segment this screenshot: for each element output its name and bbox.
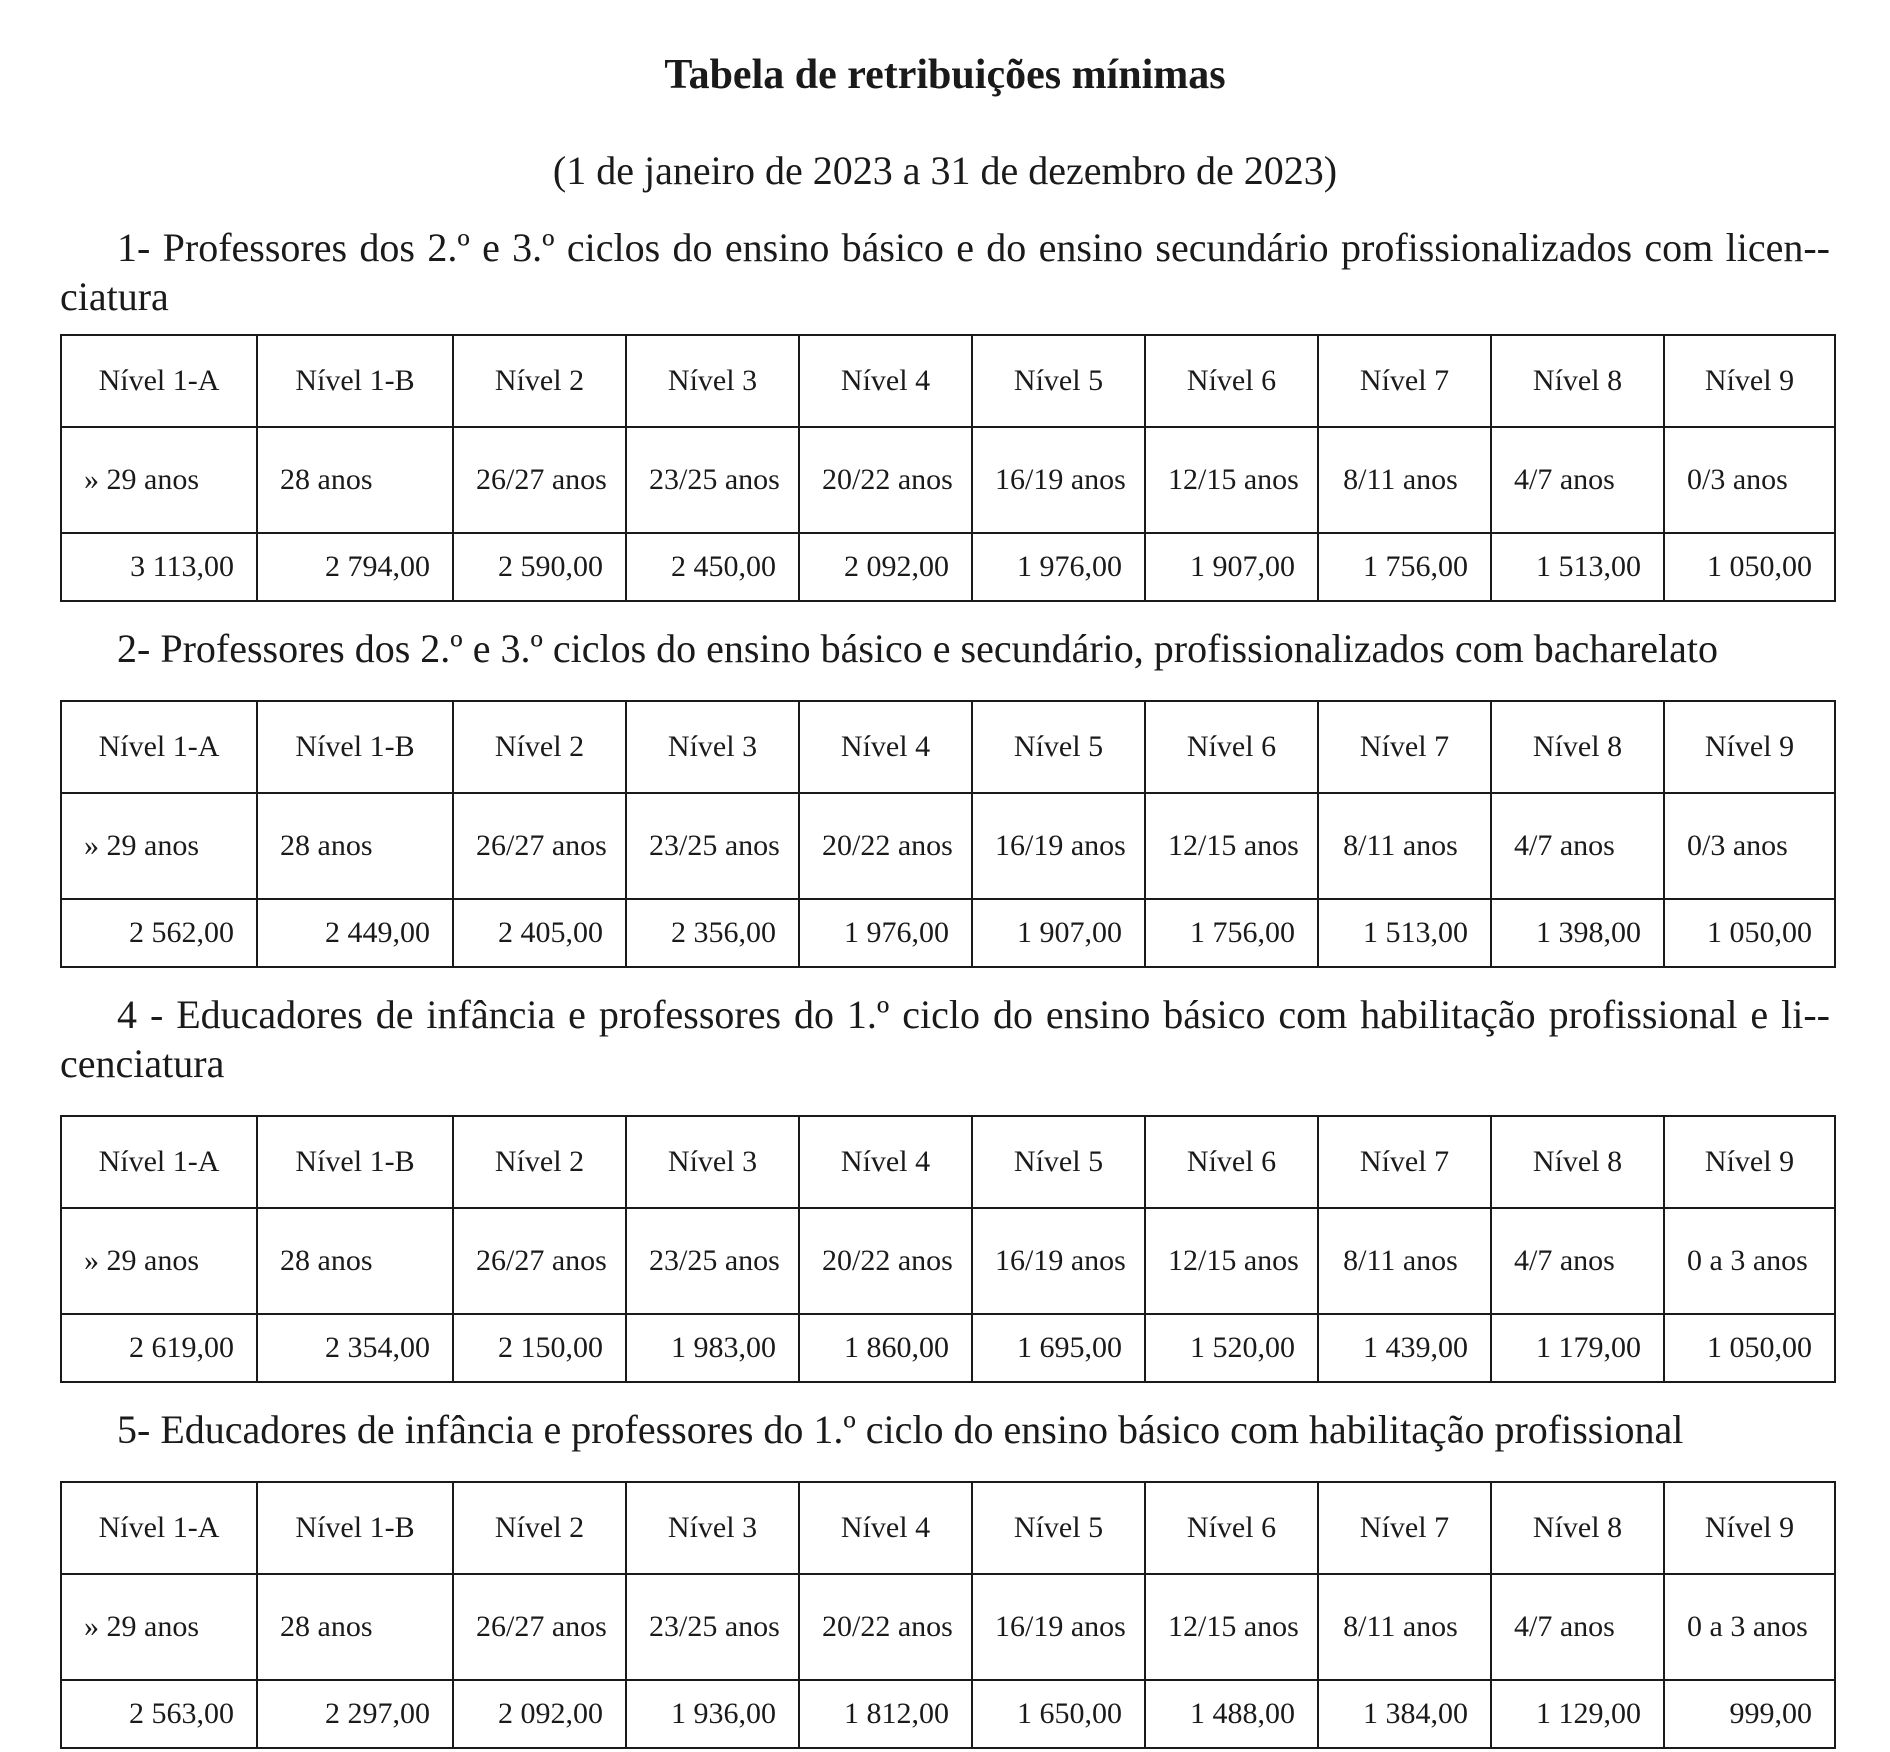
table-row-values <box>61 533 1835 601</box>
value-cell: 1 756,00 <box>1145 899 1318 967</box>
years-cell: 4/7 anos <box>1491 1574 1664 1680</box>
salary-table-4 <box>60 1115 1836 1383</box>
section-heading-4-text: 4 - Educadores de infância e professores do 1.º ciclo do ensino básico com habilitação profissional e li-cenciatura <box>60 992 1830 1086</box>
value-cell: 1 976,00 <box>799 899 972 967</box>
years-cell: » 29 anos <box>61 427 257 533</box>
level-cell: Nível 9 <box>1664 335 1835 427</box>
years-cell: 8/11 anos <box>1318 793 1491 899</box>
level-cell: Nível 8 <box>1491 701 1664 793</box>
years-cell: 0 a 3 anos <box>1664 1574 1835 1680</box>
value-cell: 1 050,00 <box>1664 899 1835 967</box>
table-row-values <box>61 1314 1835 1382</box>
value-cell: 2 150,00 <box>453 1314 626 1382</box>
years-cell: 26/27 anos <box>453 1208 626 1314</box>
years-cell: » 29 anos <box>61 793 257 899</box>
years-cell: 23/25 anos <box>626 1208 799 1314</box>
value-cell: 2 297,00 <box>257 1680 453 1748</box>
level-cell: Nível 5 <box>972 1116 1145 1208</box>
level-cell: Nível 6 <box>1145 335 1318 427</box>
salary-table-1 <box>60 334 1836 602</box>
value-cell: 1 756,00 <box>1318 533 1491 601</box>
years-cell: 23/25 anos <box>626 793 799 899</box>
level-cell: Nível 3 <box>626 335 799 427</box>
years-cell: 0/3 anos <box>1664 793 1835 899</box>
level-cell: Nível 2 <box>453 701 626 793</box>
table-row-years <box>61 793 1835 899</box>
years-cell: 20/22 anos <box>799 427 972 533</box>
years-cell: 12/15 anos <box>1145 1574 1318 1680</box>
section-heading-5 <box>60 1405 1830 1454</box>
value-cell: 999,00 <box>1664 1680 1835 1748</box>
level-cell: Nível 6 <box>1145 701 1318 793</box>
value-cell: 2 405,00 <box>453 899 626 967</box>
years-cell: 20/22 anos <box>799 793 972 899</box>
years-cell: 26/27 anos <box>453 427 626 533</box>
table-row-values <box>61 1680 1835 1748</box>
value-cell: 3 113,00 <box>61 533 257 601</box>
years-cell: 4/7 anos <box>1491 427 1664 533</box>
level-cell: Nível 8 <box>1491 1116 1664 1208</box>
section-heading-1-text: 1- Professores dos 2.º e 3.º ciclos do ensino básico e do ensino secundário profissionalizados com licen-ciatura <box>60 225 1830 319</box>
value-cell: 1 983,00 <box>626 1314 799 1382</box>
value-cell: 1 650,00 <box>972 1680 1145 1748</box>
years-cell: 28 anos <box>257 1574 453 1680</box>
level-cell: Nível 4 <box>799 1482 972 1574</box>
salary-table-2 <box>60 700 1836 968</box>
level-cell: Nível 1-B <box>257 335 453 427</box>
table-row-levels <box>61 1482 1835 1574</box>
years-cell: 4/7 anos <box>1491 793 1664 899</box>
years-cell: 28 anos <box>257 427 453 533</box>
level-cell: Nível 6 <box>1145 1482 1318 1574</box>
level-cell: Nível 8 <box>1491 335 1664 427</box>
value-cell: 2 354,00 <box>257 1314 453 1382</box>
value-cell: 2 794,00 <box>257 533 453 601</box>
salary-table-5 <box>60 1481 1836 1749</box>
level-cell: Nível 4 <box>799 1116 972 1208</box>
table-row-years <box>61 1208 1835 1314</box>
years-cell: 20/22 anos <box>799 1574 972 1680</box>
value-cell: 2 356,00 <box>626 899 799 967</box>
section-heading-2-text: 2- Professores dos 2.º e 3.º ciclos do ensino básico e secundário, profissionalizados com bacharelato <box>117 626 1719 671</box>
value-cell: 1 488,00 <box>1145 1680 1318 1748</box>
value-cell: 1 520,00 <box>1145 1314 1318 1382</box>
years-cell: 16/19 anos <box>972 1208 1145 1314</box>
level-cell: Nível 1-A <box>61 335 257 427</box>
level-cell: Nível 7 <box>1318 1116 1491 1208</box>
years-cell: 28 anos <box>257 793 453 899</box>
level-cell: Nível 9 <box>1664 701 1835 793</box>
years-cell: 8/11 anos <box>1318 1574 1491 1680</box>
years-cell: 16/19 anos <box>972 1574 1145 1680</box>
table-row-years <box>61 427 1835 533</box>
years-cell: 0 a 3 anos <box>1664 1208 1835 1314</box>
value-cell: 1 860,00 <box>799 1314 972 1382</box>
value-cell: 1 907,00 <box>1145 533 1318 601</box>
section-heading-2 <box>60 624 1830 673</box>
years-cell: 23/25 anos <box>626 427 799 533</box>
value-cell: 1 398,00 <box>1491 899 1664 967</box>
value-cell: 1 050,00 <box>1664 533 1835 601</box>
years-cell: 12/15 anos <box>1145 427 1318 533</box>
section-heading-5-text: 5- Educadores de infância e professores do 1.º ciclo do ensino básico com habilitação profissional <box>117 1407 1684 1452</box>
level-cell: Nível 5 <box>972 701 1145 793</box>
years-cell: » 29 anos <box>61 1208 257 1314</box>
value-cell: 1 384,00 <box>1318 1680 1491 1748</box>
level-cell: Nível 4 <box>799 701 972 793</box>
years-cell: 4/7 anos <box>1491 1208 1664 1314</box>
level-cell: Nível 9 <box>1664 1482 1835 1574</box>
years-cell: 23/25 anos <box>626 1574 799 1680</box>
level-cell: Nível 1-B <box>257 1116 453 1208</box>
level-cell: Nível 6 <box>1145 1116 1318 1208</box>
level-cell: Nível 3 <box>626 1116 799 1208</box>
value-cell: 2 449,00 <box>257 899 453 967</box>
years-cell: 20/22 anos <box>799 1208 972 1314</box>
level-cell: Nível 2 <box>453 1116 626 1208</box>
value-cell: 1 513,00 <box>1318 899 1491 967</box>
value-cell: 1 812,00 <box>799 1680 972 1748</box>
level-cell: Nível 5 <box>972 1482 1145 1574</box>
level-cell: Nível 4 <box>799 335 972 427</box>
section-heading-1 <box>60 223 1830 321</box>
page-title: Tabela de retribuições mínimas <box>664 52 1226 98</box>
level-cell: Nível 1-A <box>61 1482 257 1574</box>
years-cell: 8/11 anos <box>1318 1208 1491 1314</box>
level-cell: Nível 7 <box>1318 335 1491 427</box>
level-cell: Nível 2 <box>453 335 626 427</box>
level-cell: Nível 9 <box>1664 1116 1835 1208</box>
value-cell: 2 619,00 <box>61 1314 257 1382</box>
years-cell: 16/19 anos <box>972 427 1145 533</box>
value-cell: 2 092,00 <box>453 1680 626 1748</box>
value-cell: 1 439,00 <box>1318 1314 1491 1382</box>
level-cell: Nível 5 <box>972 335 1145 427</box>
section-heading-4 <box>60 990 1830 1088</box>
level-cell: Nível 8 <box>1491 1482 1664 1574</box>
years-cell: 12/15 anos <box>1145 1208 1318 1314</box>
level-cell: Nível 7 <box>1318 701 1491 793</box>
level-cell: Nível 7 <box>1318 1482 1491 1574</box>
years-cell: 8/11 anos <box>1318 427 1491 533</box>
years-cell: 0/3 anos <box>1664 427 1835 533</box>
value-cell: 1 907,00 <box>972 899 1145 967</box>
value-cell: 1 513,00 <box>1491 533 1664 601</box>
table-row-levels <box>61 701 1835 793</box>
table-row-levels <box>61 1116 1835 1208</box>
page-subtitle: (1 de janeiro de 2023 a 31 de dezembro de 2023) <box>552 148 1338 193</box>
years-cell: 12/15 anos <box>1145 793 1318 899</box>
level-cell: Nível 1-B <box>257 1482 453 1574</box>
level-cell: Nível 3 <box>626 1482 799 1574</box>
value-cell: 2 562,00 <box>61 899 257 967</box>
value-cell: 1 936,00 <box>626 1680 799 1748</box>
value-cell: 2 092,00 <box>799 533 972 601</box>
years-cell: 26/27 anos <box>453 1574 626 1680</box>
value-cell: 2 450,00 <box>626 533 799 601</box>
value-cell: 2 563,00 <box>61 1680 257 1748</box>
level-cell: Nível 3 <box>626 701 799 793</box>
level-cell: Nível 2 <box>453 1482 626 1574</box>
value-cell: 1 179,00 <box>1491 1314 1664 1382</box>
level-cell: Nível 1-A <box>61 701 257 793</box>
years-cell: » 29 anos <box>61 1574 257 1680</box>
table-row-values <box>61 899 1835 967</box>
years-cell: 26/27 anos <box>453 793 626 899</box>
level-cell: Nível 1-B <box>257 701 453 793</box>
value-cell: 1 695,00 <box>972 1314 1145 1382</box>
years-cell: 16/19 anos <box>972 793 1145 899</box>
table-row-years <box>61 1574 1835 1680</box>
value-cell: 1 129,00 <box>1491 1680 1664 1748</box>
years-cell: 28 anos <box>257 1208 453 1314</box>
value-cell: 2 590,00 <box>453 533 626 601</box>
table-row-levels <box>61 335 1835 427</box>
value-cell: 1 050,00 <box>1664 1314 1835 1382</box>
value-cell: 1 976,00 <box>972 533 1145 601</box>
level-cell: Nível 1-A <box>61 1116 257 1208</box>
